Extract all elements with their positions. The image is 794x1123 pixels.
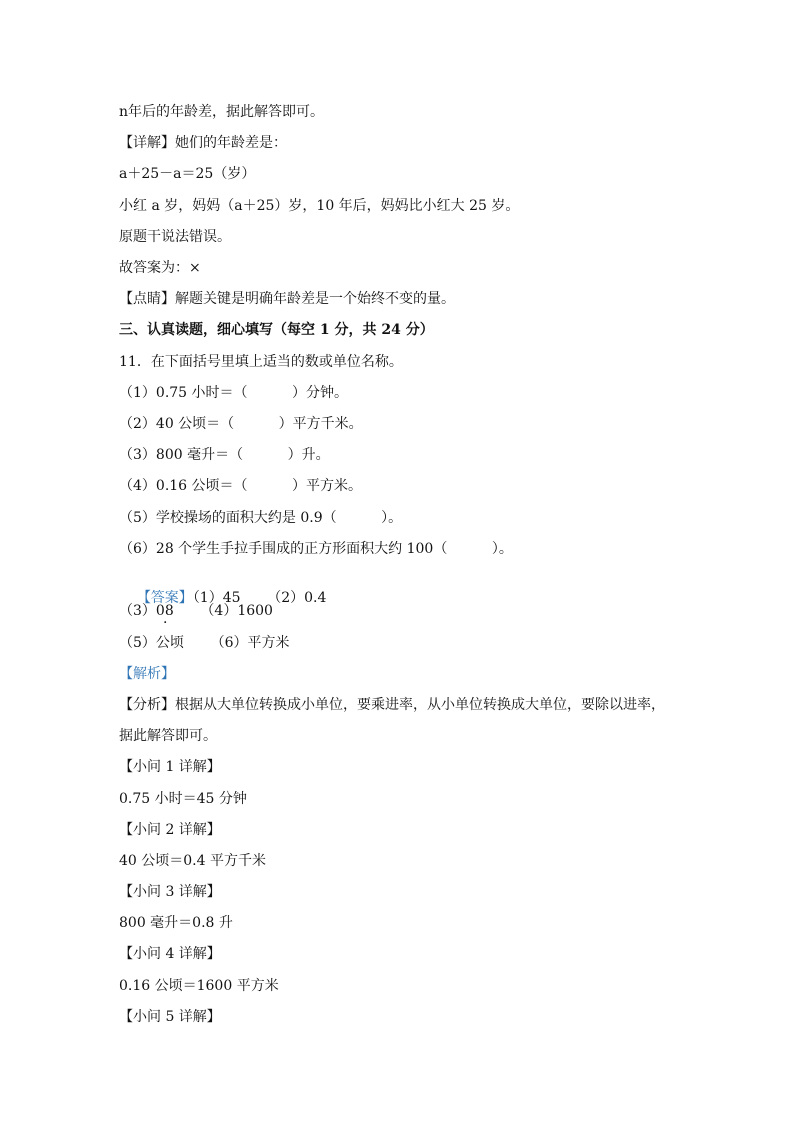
answer-label: 【答案】 <box>136 590 193 606</box>
text-line: 据此解答即可。 <box>119 728 217 744</box>
subquestion-heading: 【小问 1 详解】 <box>119 759 221 775</box>
answer-line: （5）公顷 （6）平方米 <box>119 635 290 651</box>
text-line: 故答案为：× <box>119 260 201 276</box>
text-line: a＋25－a＝25（岁） <box>119 166 256 182</box>
text-line: 【点睛】解题关键是明确年龄差是一个始终不变的量。 <box>119 291 455 307</box>
question-item: （3）800 毫升＝（ ）升。 <box>119 447 330 463</box>
question-item: （2）40 公顷＝（ ）平方千米。 <box>119 416 363 432</box>
question-item: （1）0.75 小时＝（ ）分钟。 <box>119 385 349 401</box>
answer-line: （3）08 （4）1600 <box>119 603 273 619</box>
decimal-dot-mark: · <box>163 615 168 631</box>
text-line: 小红 a 岁，妈妈（a＋25）岁，10 年后，妈妈比小红大 25 岁。 <box>119 198 520 214</box>
subquestion-heading: 【小问 4 详解】 <box>119 946 221 962</box>
text-line: 原题干说法错误。 <box>119 229 231 245</box>
analysis-label: 【解析】 <box>119 666 175 682</box>
text-line: 【详解】她们的年龄差是： <box>119 135 287 151</box>
question-item: （6）28 个学生手拉手围成的正方形面积大约 100（ ）。 <box>119 541 513 557</box>
question-item: （5）学校操场的面积大约是 0.9（ ）。 <box>119 510 403 526</box>
text-line: 800 毫升＝0.8 升 <box>119 915 233 931</box>
question-item: （4）0.16 公顷＝（ ）平方米。 <box>119 478 363 494</box>
section-heading: 三、认真读题，细心填写（每空 1 分，共 24 分） <box>119 322 434 338</box>
subquestion-heading: 【小问 5 详解】 <box>119 1009 221 1025</box>
text-line: 40 公顷＝0.4 平方千米 <box>119 853 266 869</box>
subquestion-heading: 【小问 3 详解】 <box>119 884 221 900</box>
question-title: 11．在下面括号里填上适当的数或单位名称。 <box>119 354 403 370</box>
subquestion-heading: 【小问 2 详解】 <box>119 822 221 838</box>
text-line: n年后的年龄差，据此解答即可。 <box>119 104 325 120</box>
answer-text: （1）45 （2）0.4 <box>192 590 327 606</box>
text-line: 0.75 小时＝45 分钟 <box>119 791 247 807</box>
text-line: 0.16 公顷＝1600 平方米 <box>119 978 279 994</box>
text-line: 【分析】根据从大单位转换成小单位，要乘进率，从小单位转换成大单位，要除以进率， <box>119 697 665 713</box>
